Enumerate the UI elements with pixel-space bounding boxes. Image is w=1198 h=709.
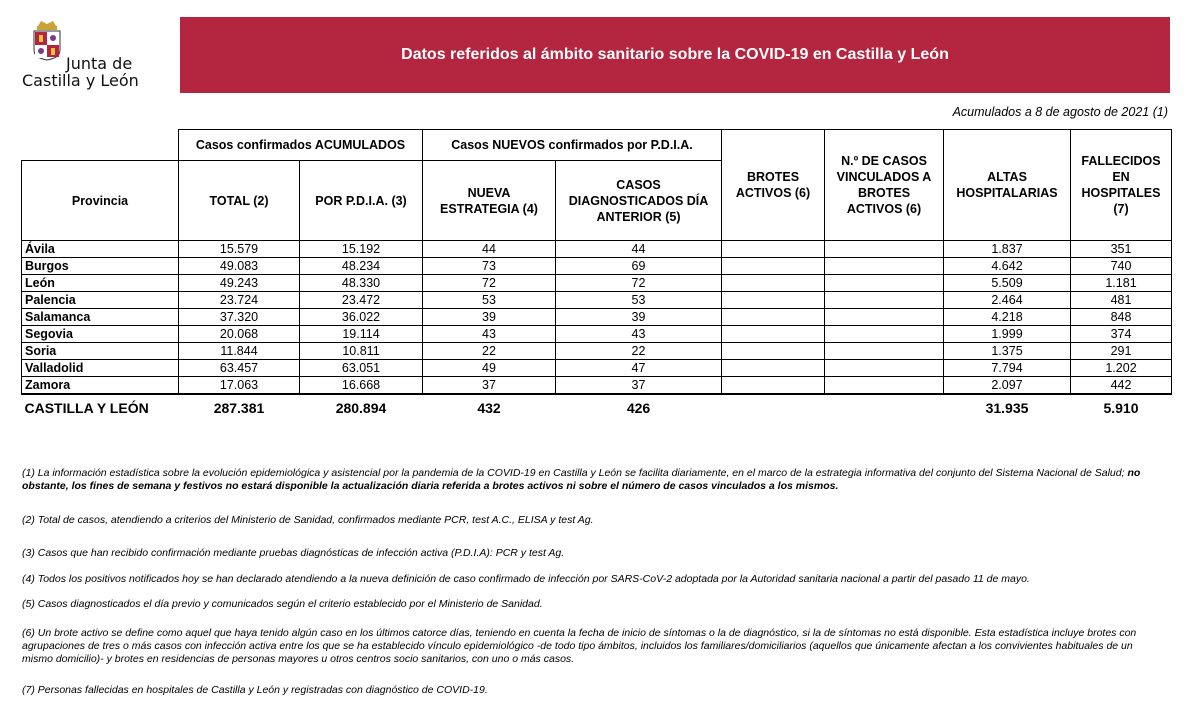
cell-fall: 442: [1071, 377, 1172, 395]
cell-diag: 47: [556, 360, 722, 377]
cell-brotes: [722, 258, 825, 275]
cell-vinc: [825, 326, 944, 343]
col-header-brotes: BROTES ACTIVOS (6): [722, 130, 825, 241]
cell-brotes: [722, 241, 825, 258]
col-header-total: TOTAL (2): [179, 161, 300, 241]
note-3: (3) Casos que han recibido confirmación mediante pruebas diagnósticas de infección activa (P.D.I.A): PCR y test Ag.: [22, 547, 565, 559]
note-5: (5) Casos diagnosticados el día previo y comunicados según el criterio establecido por el Ministerio de Sanidad.: [22, 598, 543, 610]
col-header-vinculados: N.º DE CASOS VINCULADOS A BROTES ACTIVOS (6): [825, 130, 944, 241]
cell-brotes: [722, 326, 825, 343]
cell-altas: 5.509: [944, 275, 1071, 292]
table-row: [22, 360, 1172, 377]
cell-fall: 351: [1071, 241, 1172, 258]
cell-pdia: 19.114: [300, 326, 423, 343]
total-diag: 426: [626, 400, 651, 416]
cell-vinc: [825, 258, 944, 275]
total-brotes: [722, 394, 825, 421]
group-header-accumulated: Casos confirmados ACUMULADOS: [179, 130, 423, 161]
cell-pdia: 10.811: [300, 343, 423, 360]
table-row: [22, 292, 1172, 309]
cell-diag: 44: [556, 241, 722, 258]
note-1-bold: no obstante, los fines de semana y festivos no estará disponible la actualización diaria referida a brotes activos ni sobre el número de casos vinculados a los mismos.: [22, 467, 1141, 492]
cell-brotes: [722, 343, 825, 360]
cell-fall: 1.202: [1071, 360, 1172, 377]
logo-line2: Castilla y León: [22, 71, 139, 90]
cell-total: 49.243: [179, 275, 300, 292]
cell-brotes: [722, 292, 825, 309]
cell-altas: 1.837: [944, 241, 1071, 258]
note-2: (2) Total de casos, atendiendo a criterios del Ministerio de Sanidad, confirmados mediante PCR, test A.C., ELISA y test Ag.: [22, 514, 594, 526]
cell-diag: 53: [556, 292, 722, 309]
cell-province: Zamora: [22, 377, 179, 395]
cell-province: Burgos: [22, 258, 179, 275]
covid-data-table: [21, 129, 1172, 421]
total-altas: 31.935: [985, 400, 1029, 416]
total-province: CASTILLA Y LEÓN: [24, 400, 149, 416]
page-title: Datos referidos al ámbito sanitario sobre la COVID-19 en Castilla y León: [401, 46, 949, 63]
cell-nueva: 22: [423, 343, 556, 360]
cell-pdia: 23.472: [300, 292, 423, 309]
table-row: [22, 377, 1172, 395]
cell-pdia: 15.192: [300, 241, 423, 258]
col-header-nueva-estrategia: NUEVA ESTRATEGIA (4): [423, 161, 556, 241]
cell-fall: 291: [1071, 343, 1172, 360]
cell-diag: 43: [556, 326, 722, 343]
cell-province: Valladolid: [22, 360, 179, 377]
cell-total: 23.724: [179, 292, 300, 309]
cell-nueva: 53: [423, 292, 556, 309]
cell-pdia: 63.051: [300, 360, 423, 377]
cell-province: Soria: [22, 343, 179, 360]
page-title-banner: [180, 17, 1170, 93]
cell-vinc: [825, 377, 944, 395]
cell-altas: 4.642: [944, 258, 1071, 275]
cell-total: 63.457: [179, 360, 300, 377]
cell-diag: 22: [556, 343, 722, 360]
total-pdia: 280.894: [335, 400, 387, 416]
cell-province: Palencia: [22, 292, 179, 309]
cell-province: Segovia: [22, 326, 179, 343]
cell-pdia: 16.668: [300, 377, 423, 395]
cell-province: Ávila: [22, 241, 179, 258]
table-row: [22, 326, 1172, 343]
cell-nueva: 72: [423, 275, 556, 292]
table-row: [22, 309, 1172, 326]
note-1-text: (1) La información estadística sobre la evolución epidemiológica y asistencial por la pandemia de la COVID-19 en Castilla y León se facilita diariamente, en el marco de la estrategia informativa del conjunto del Sistema Nacional de Salud;: [22, 467, 1128, 479]
cell-fall: 481: [1071, 292, 1172, 309]
col-header-altas: ALTAS HOSPITALARIAS: [944, 130, 1071, 241]
cell-brotes: [722, 275, 825, 292]
cell-diag: 72: [556, 275, 722, 292]
cell-pdia: 48.330: [300, 275, 423, 292]
cell-province: León: [22, 275, 179, 292]
col-header-pdia: POR P.D.I.A. (3): [300, 161, 423, 241]
cell-fall: 848: [1071, 309, 1172, 326]
cell-altas: 2.097: [944, 377, 1071, 395]
total-total: 287.381: [213, 400, 265, 416]
cell-altas: 1.375: [944, 343, 1071, 360]
date-line: Acumulados a 8 de agosto de 2021 (1): [952, 105, 1168, 119]
group-header-new: Casos NUEVOS confirmados por P.D.I.A.: [423, 130, 722, 161]
cell-total: 15.579: [179, 241, 300, 258]
cell-vinc: [825, 241, 944, 258]
cell-nueva: 39: [423, 309, 556, 326]
cell-brotes: [722, 360, 825, 377]
cell-vinc: [825, 292, 944, 309]
total-fall: 5.910: [1103, 400, 1139, 416]
cell-diag: 69: [556, 258, 722, 275]
cell-total: 49.083: [179, 258, 300, 275]
cell-fall: 374: [1071, 326, 1172, 343]
cell-vinc: [825, 309, 944, 326]
cell-fall: 1.181: [1071, 275, 1172, 292]
table-row: [22, 241, 1172, 258]
cell-province: Salamanca: [22, 309, 179, 326]
total-vinc: [825, 394, 944, 421]
note-4: (4) Todos los positivos notificados hoy se han declarado atendiendo a la nueva definición de caso confirmado de infección por SARS-CoV-2 adoptada por la Autoridad sanitaria nacional a partir del pasado 11 de mayo.: [22, 573, 1030, 585]
col-header-diagnosticados: CASOS DIAGNOSTICADOS DÍA ANTERIOR (5): [556, 161, 722, 241]
cell-total: 17.063: [179, 377, 300, 395]
total-row: [22, 394, 1172, 421]
cell-nueva: 49: [423, 360, 556, 377]
cell-altas: 4.218: [944, 309, 1071, 326]
table-row: [22, 275, 1172, 292]
cell-vinc: [825, 360, 944, 377]
cell-altas: 2.464: [944, 292, 1071, 309]
cell-vinc: [825, 343, 944, 360]
col-header-province: Provincia: [22, 161, 179, 241]
cell-vinc: [825, 275, 944, 292]
cell-diag: 39: [556, 309, 722, 326]
table-row: [22, 343, 1172, 360]
cell-diag: 37: [556, 377, 722, 395]
cell-pdia: 48.234: [300, 258, 423, 275]
cell-altas: 1.999: [944, 326, 1071, 343]
note-7: (7) Personas fallecidas en hospitales de Castilla y León y registradas con diagnóstico de COVID-19.: [22, 684, 488, 696]
cell-nueva: 73: [423, 258, 556, 275]
cell-nueva: 43: [423, 326, 556, 343]
table-row: [22, 258, 1172, 275]
note-1: [22, 467, 1152, 493]
cell-total: 20.068: [179, 326, 300, 343]
cell-total: 11.844: [179, 343, 300, 360]
col-header-fallecidos: FALLECIDOS EN HOSPITALES (7): [1071, 130, 1172, 241]
cell-total: 37.320: [179, 309, 300, 326]
total-nueva: 432: [477, 400, 501, 416]
cell-fall: 740: [1071, 258, 1172, 275]
logo-line1: Junta de: [66, 54, 133, 73]
cell-altas: 7.794: [944, 360, 1071, 377]
junta-logo: [22, 20, 162, 90]
cell-brotes: [722, 309, 825, 326]
cell-nueva: 37: [423, 377, 556, 395]
cell-pdia: 36.022: [300, 309, 423, 326]
cell-brotes: [722, 377, 825, 395]
note-6: (6) Un brote activo se define como aquel que haya tenido algún caso en los últimos catorce días, teniendo en cuenta la fecha de inicio de síntomas o la de diagnóstico, si la de síntomas no está disponible. Esta estadística incluye brotes con agrupaciones de tres o más casos con infección activa entre los que se ha establecido vínculo epidemiológico -de todo tipo ámbitos, incluidos los familiares/domiciliarios (aquellos que únicamente afectan a los convivientes habituales de un mismo domicilio)- y brotes en residencias de personas mayores u otros centros socio sanitarios, con uno o más casos.: [22, 627, 1137, 665]
cell-nueva: 44: [423, 241, 556, 258]
